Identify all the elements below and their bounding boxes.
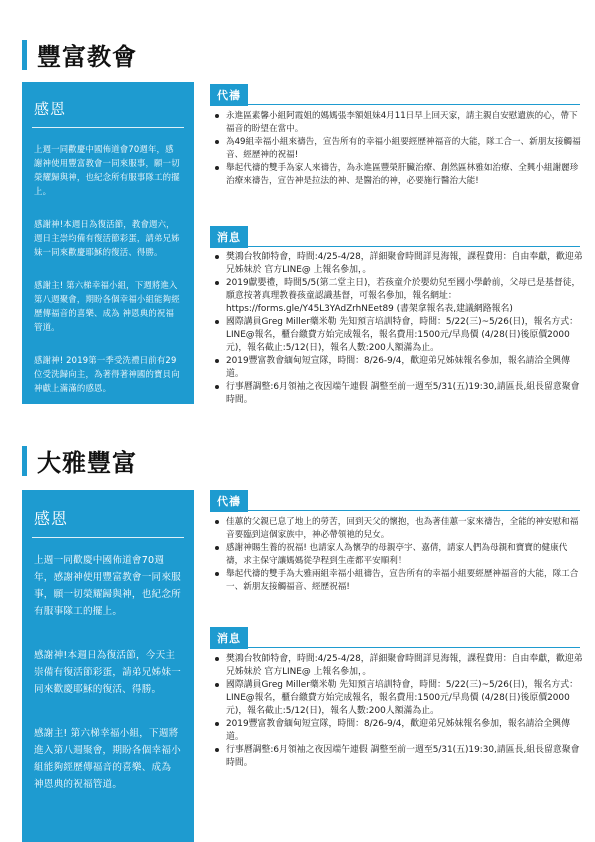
news-list xyxy=(212,653,584,770)
list-item: 國際講員Greg Miller藥米勒 先知預言培訓特會，時間：5/22(三)~5/26(日)，報名方式：LINE@報名，櫃台繳費方始完成報名，報名費用:1500元/早鳥價 (4/28(日)後原價2000元)，報名截止:5/12(日)，報名人數:200人額滿為止。 xyxy=(212,679,584,718)
section-divider xyxy=(210,510,580,511)
thanks-divider xyxy=(32,537,184,538)
list-item: 國際講員Greg Miller藥米勒 先知預言培訓特會，時間：5/22(三)~5/26(日)，報名方式：LINE@報名，櫃台繳費方始完成報名，報名費用:1500元/早鳥價 (4/28(日)後原價2000元)，報名截止:5/12(日)，報名人數:200人額滿為止。 xyxy=(212,316,584,355)
prayer-label: 代禱 xyxy=(210,490,248,512)
list-item: 2019豐富教會緬甸短宣隊，時間：8/26-9/4，歡迎弟兄姊妹報名參加，報名請洽全興傳道。 xyxy=(212,355,584,381)
thanks-paragraph: 上週一同歡慶中國佈道會70週年，感謝神使用豐富教會一同來服事，願一切榮耀歸與神，也紀念所有服事隊工的擺上。 xyxy=(34,555,181,617)
prayer-list xyxy=(212,516,584,594)
section-divider xyxy=(210,104,580,105)
list-item: 舉起代禱的雙手為大雅兩組幸福小組禱告，宣告所有的幸福小組要經歷神福音的大能，隊工合一、新朋友接觸福音、經歷祝福! xyxy=(212,568,584,594)
thanks-paragraph: 感謝神! 2019第一季受洗禮日前有29位受洗歸向主，為著得著神國的寶貝向神獻上滿滿的感恩。 xyxy=(34,355,180,393)
thanks-box xyxy=(22,82,194,404)
news-label: 消息 xyxy=(210,226,248,248)
list-item: 舉起代禱的雙手為家人來禱告，為永進區豐榮肝臟治療、創然區林雅如治療、全興小組謝麗珍治療來禱告，宣告神是拉法的神、是醫治的神，必要施行醫治大能! xyxy=(212,162,584,188)
list-item: 樊鴻台牧師特會，時間:4/25-4/28，詳細聚會時間詳見海報，課程費用：自由奉獻，歡迎弟兄姊妹於 官方LINE@ 上報名參加，。 xyxy=(212,251,584,277)
list-item: 永進區素馨小組阿霞姐的媽媽張李額姐妹4月11日早上回天家，請主親自安慰遺族的心，帶下福音的盼望在當中。 xyxy=(212,110,584,136)
section-divider xyxy=(210,246,580,247)
thanks-heading: 感恩 xyxy=(34,509,69,528)
list-item: 為49組幸福小組來禱告，宣告所有的幸福小組要經歷神福音的大能，隊工合一、新朋友接觸福音、經歷神的祝福! xyxy=(212,136,584,162)
thanks-paragraph: 感謝神!本週日為復活節，今天主崇備有復活節彩蛋，請弟兄姊妹一同來歡慶耶穌的復活、得勝。 xyxy=(34,650,181,695)
list-item: 樊鴻台牧師特會，時間:4/25-4/28，詳細聚會時間詳見海報，課程費用：自由奉獻，歡迎弟兄姊妹於 官方LINE@ 上報名參加，。 xyxy=(212,653,584,679)
prayer-list xyxy=(212,110,584,188)
title-accent-bar xyxy=(22,446,27,476)
title-accent-bar xyxy=(22,40,27,70)
thanks-divider xyxy=(32,127,184,128)
thanks-paragraph: 感謝神!本週日為復活節，教會週六，週日主崇均備有復活節彩蛋，請弟兄姊妹一同來歡慶耶穌的復活、得勝。 xyxy=(34,219,180,257)
list-item: 2019獻嬰禮，時間5/5(第二堂主日)，若孩童介於嬰幼兒至國小學齡前，父母已是基督徒，願意按著真理教養孩童認識基督，可報名參加，報名網址：https://forms.gle/Y45L3YAdZrhNEet89 (書架拿報名表,建議網路報名) xyxy=(212,277,584,316)
thanks-paragraph: 感謝主! 第六梯幸福小組，下週將進入第八週聚會，期盼各個幸福小組能夠經歷傳福音的喜樂、成為 神恩典的祝福管道。 xyxy=(34,280,180,332)
church-title-fengfu xyxy=(22,37,137,72)
page-title: 豐富教會 xyxy=(37,43,137,71)
thanks-heading: 感恩 xyxy=(34,100,67,118)
list-item: 感謝神賜生養的祝福! 也請家人為懷孕的母親亭宇、嘉倩，請家人們為母親和寶寶的健康代禱，求主保守讓媽媽從孕程到生產都平安順利！ xyxy=(212,542,584,568)
page-title: 大雅豐富 xyxy=(37,449,137,477)
thanks-paragraph: 感謝主! 第六梯幸福小組，下週將進入第八週聚會，期盼各個幸福小組能夠經歷傳福音的喜樂、成為 神恩典的祝福管道。 xyxy=(34,728,181,790)
list-item: 行事曆調整:6月領袖之夜因端午連假 調整至前一週至5/31(五)19:30,請區長,組長留意聚會時間。 xyxy=(212,744,584,770)
news-label: 消息 xyxy=(210,627,248,649)
list-item: 2019豐富教會緬甸短宣隊，時間：8/26-9/4，歡迎弟兄姊妹報名參加，報名請洽全興傳道。 xyxy=(212,718,584,744)
section-divider xyxy=(210,647,580,648)
list-item: 行事曆調整:6月領袖之夜因端午連假 調整至前一週至5/31(五)19:30,請區長,組長留意聚會時間。 xyxy=(212,381,584,407)
thanks-box xyxy=(22,490,194,842)
list-item: 佳蕙的父親已息了地上的勞苦，回到天父的懷抱，也為著佳蕙一家來禱告，全能的神安慰和福音要臨到這個家族中，神必帶領祂的兒女。 xyxy=(212,516,584,542)
thanks-paragraph: 上週一同歡慶中國佈道會70週年，感謝神使用豐富教會一同來服事，願一切榮耀歸與神，也紀念所有服事隊工的擺上。 xyxy=(34,144,180,196)
prayer-label: 代禱 xyxy=(210,84,248,106)
news-list xyxy=(212,251,584,407)
church-title-daya xyxy=(22,443,137,478)
